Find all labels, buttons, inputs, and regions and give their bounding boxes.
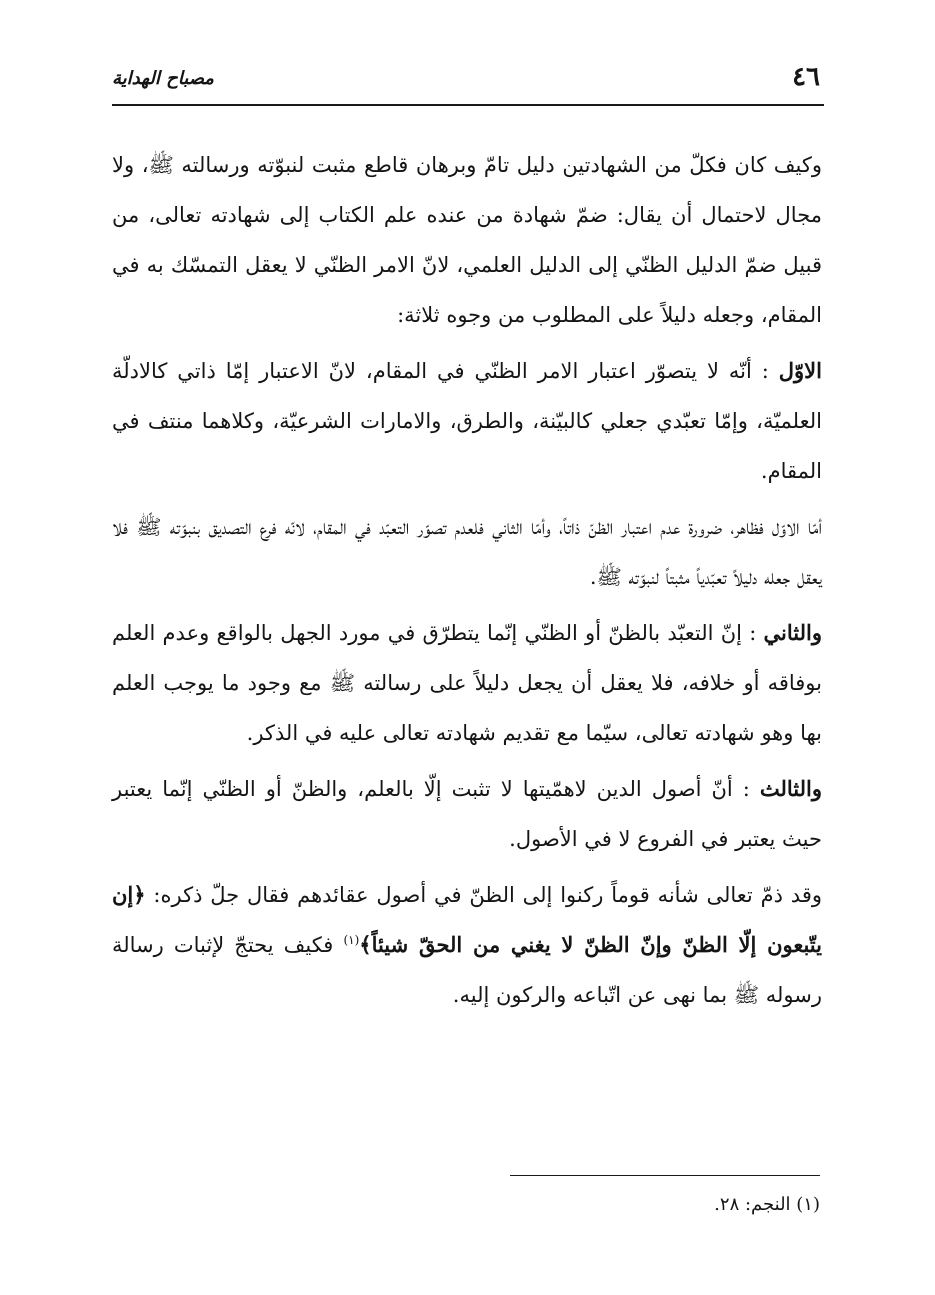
- footnote: (١) النجم: ٢٨.: [714, 1194, 820, 1215]
- paragraph-text: وكيف كان فكلّ من الشهادتين دليل تامّ وبرهان قاطع مثبت لنبوّته ورسالته ﷺ، ولا مجال لاحتمال أن يقال: ضمّ شهادة من عنده علم الكتاب إلى شهادته تعالى، من قبيل ضمّ الدليل الظنّي إلى الدليل العلمي، لانّ الامر الظنّي لا يعقل التمسّك به في المقام، وجعله دليلاً على المطلوب من وجوه ثلاثة:: [112, 153, 822, 327]
- footnote-rule: [510, 1175, 820, 1176]
- paragraph-text: أمّا الاوّل فظاهر، ضرورة عدم اعتبار الظنّ ذاتاً، وأمّا الثاني فلعدم تصوّر التعبّد في المقام، لانّه فرع التصديق بنبوّته ﷺ فلا يعقل جعله دليلاً تعبّدياً مثبتاً لنبوّته ﷺ.: [112, 515, 822, 589]
- paragraph-4: [112, 608, 822, 758]
- running-title: مصباح الهداية: [112, 68, 214, 89]
- footnote-marker: (١): [343, 933, 360, 947]
- paragraph-text: : أنّه لا يتصوّر اعتبار الامر الظنّي في المقام، لانّ الاعتبار إمّا ذاتي كالادلّة العلميّة، وإمّا تعبّدي جعلي كالبيّنة، والطرق، والامارات الشرعيّة، وكلاهما منتف في المقام.: [112, 359, 822, 483]
- paragraph-lead: الاوّل: [778, 358, 822, 383]
- paragraph-lead: والثالث: [759, 776, 822, 801]
- paragraph-text: : إنّ التعبّد بالظنّ أو الظنّي إنّما يتطرّق في مورد الجهل بالواقع وعدم العلم بوفاقه أو خلافه، فلا يعقل أن يجعل دليلاً على رسالته ﷺ مع وجود ما يوجب العلم بها وهو شهادته تعالى، سيّما مع تقديم شهادته تعالى عليه في الذكر.: [112, 621, 822, 745]
- quran-quote: ﴿إن يتّبعون إلّا الظنّ وإنّ الظنّ لا يغني من الحقّ شيئاً﴾: [112, 882, 822, 957]
- paragraph-lead: والثاني: [763, 620, 822, 645]
- body-text: [112, 140, 822, 1026]
- paragraph-2: [112, 346, 822, 496]
- paragraph-6: [112, 870, 822, 1020]
- paragraph-text: : أنّ أصول الدين لاهمّيتها لا تثبت إلّا بالعلم، والظنّ أو الظنّي إنّما يعتبر حيث يعتبر في الفروع لا في الأصول.: [112, 777, 822, 851]
- paragraph-text: فكيف يحتجّ لإثبات رسالة رسوله ﷺ بما نهى عن اتّباعه والركون إليه.: [112, 933, 822, 1007]
- paragraph-3: [112, 502, 822, 602]
- page-number: ٤٦: [792, 62, 820, 92]
- paragraph-5: [112, 764, 822, 864]
- paragraph-text: وقد ذمّ تعالى شأنه قوماً ركنوا إلى الظنّ في أصول عقائدهم فقال جلّ ذكره:: [153, 883, 822, 907]
- header-rule: [112, 104, 824, 106]
- paragraph-1: [112, 140, 822, 340]
- page-header: [112, 62, 820, 98]
